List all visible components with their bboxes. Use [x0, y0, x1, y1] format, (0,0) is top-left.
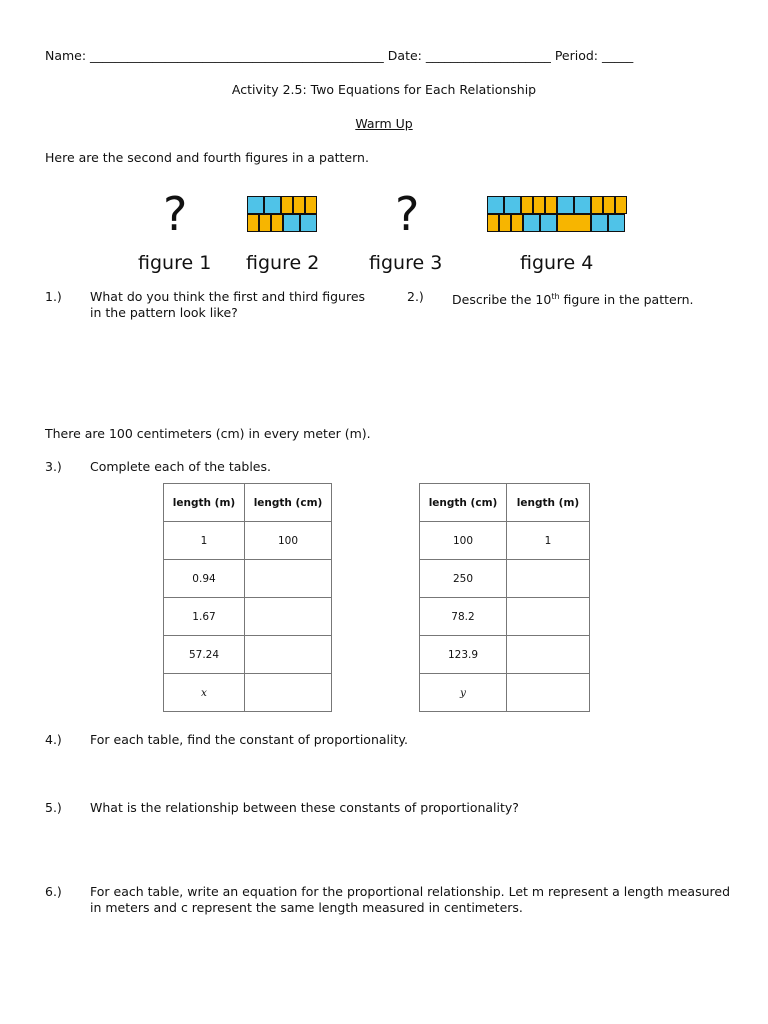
table-cell: 1 — [507, 522, 590, 560]
question-5-number: 5.) — [45, 800, 62, 815]
question-mark-figure-1: ? — [163, 187, 188, 241]
table-cell: y — [420, 674, 507, 712]
question-1-text: What do you think the first and third figures in the pattern look like? — [90, 289, 366, 320]
table-cell: 57.24 — [164, 636, 245, 674]
question-3-text: Complete each of the tables. — [90, 459, 271, 474]
table-header-cell: length (m) — [507, 484, 590, 522]
question-5-text: What is the relationship between these constants of proportionality? — [90, 800, 519, 815]
table-cell: 1 — [164, 522, 245, 560]
table-cell[interactable] — [507, 674, 590, 712]
table-cell[interactable] — [245, 636, 332, 674]
figure-4-label: figure 4 — [520, 252, 594, 274]
table-header-row — [164, 484, 332, 522]
table-cell[interactable] — [245, 598, 332, 636]
table-row — [164, 674, 332, 712]
figure-3-label: figure 3 — [369, 252, 443, 274]
table-cell: x — [164, 674, 245, 712]
question-4-number: 4.) — [45, 732, 62, 747]
table-row — [164, 560, 332, 598]
intro-text: Here are the second and fourth figures in a pattern. — [45, 150, 369, 165]
cm-per-meter-fact: There are 100 centimeters (cm) in every meter (m). — [45, 426, 371, 441]
table-row — [164, 636, 332, 674]
question-6-number: 6.) — [45, 884, 62, 899]
table-cell: 100 — [245, 522, 332, 560]
table-row — [420, 560, 590, 598]
table-header-row — [420, 484, 590, 522]
table-cell: 1.67 — [164, 598, 245, 636]
table-cell: 0.94 — [164, 560, 245, 598]
table-header-cell: length (m) — [164, 484, 245, 522]
question-4-text: For each table, find the constant of proportionality. — [90, 732, 408, 747]
table-cell: 78.2 — [420, 598, 507, 636]
figure-4-tiles — [487, 196, 627, 232]
table-cell[interactable] — [245, 674, 332, 712]
question-6-text: For each table, write an equation for the proportional relationship. Let m represent a length measured in meters and c represent the same length measured in centimeters. — [90, 884, 731, 915]
table-row — [420, 674, 590, 712]
table-header-cell: length (cm) — [420, 484, 507, 522]
table-meters-to-centimeters — [163, 483, 332, 712]
page-title: Activity 2.5: Two Equations for Each Relationship — [231, 82, 537, 97]
table-row — [420, 636, 590, 674]
table-cell: 123.9 — [420, 636, 507, 674]
table-cell[interactable] — [245, 560, 332, 598]
table-cell: 250 — [420, 560, 507, 598]
table-row — [420, 522, 590, 560]
figure-2-label: figure 2 — [246, 252, 320, 274]
question-2-text: Describe the 10th figure in the pattern. — [452, 292, 694, 308]
table-centimeters-to-meters — [419, 483, 590, 712]
question-3-number: 3.) — [45, 459, 62, 474]
figure-2-tiles — [247, 196, 317, 232]
table-cell[interactable] — [507, 598, 590, 636]
table-row — [420, 598, 590, 636]
table-row — [164, 522, 332, 560]
section-heading-warm-up: Warm Up — [355, 116, 413, 131]
question-1-number: 1.) — [45, 289, 62, 304]
table-cell[interactable] — [507, 560, 590, 598]
header-name-date-period: Name: _______________________________________________ Date: ____________________ Period: _____ — [45, 48, 634, 63]
table-cell: 100 — [420, 522, 507, 560]
table-cell[interactable] — [507, 636, 590, 674]
table-header-cell: length (cm) — [245, 484, 332, 522]
table-row — [164, 598, 332, 636]
question-mark-figure-3: ? — [395, 187, 420, 241]
question-2-number: 2.) — [407, 289, 424, 304]
figure-1-label: figure 1 — [138, 252, 212, 274]
